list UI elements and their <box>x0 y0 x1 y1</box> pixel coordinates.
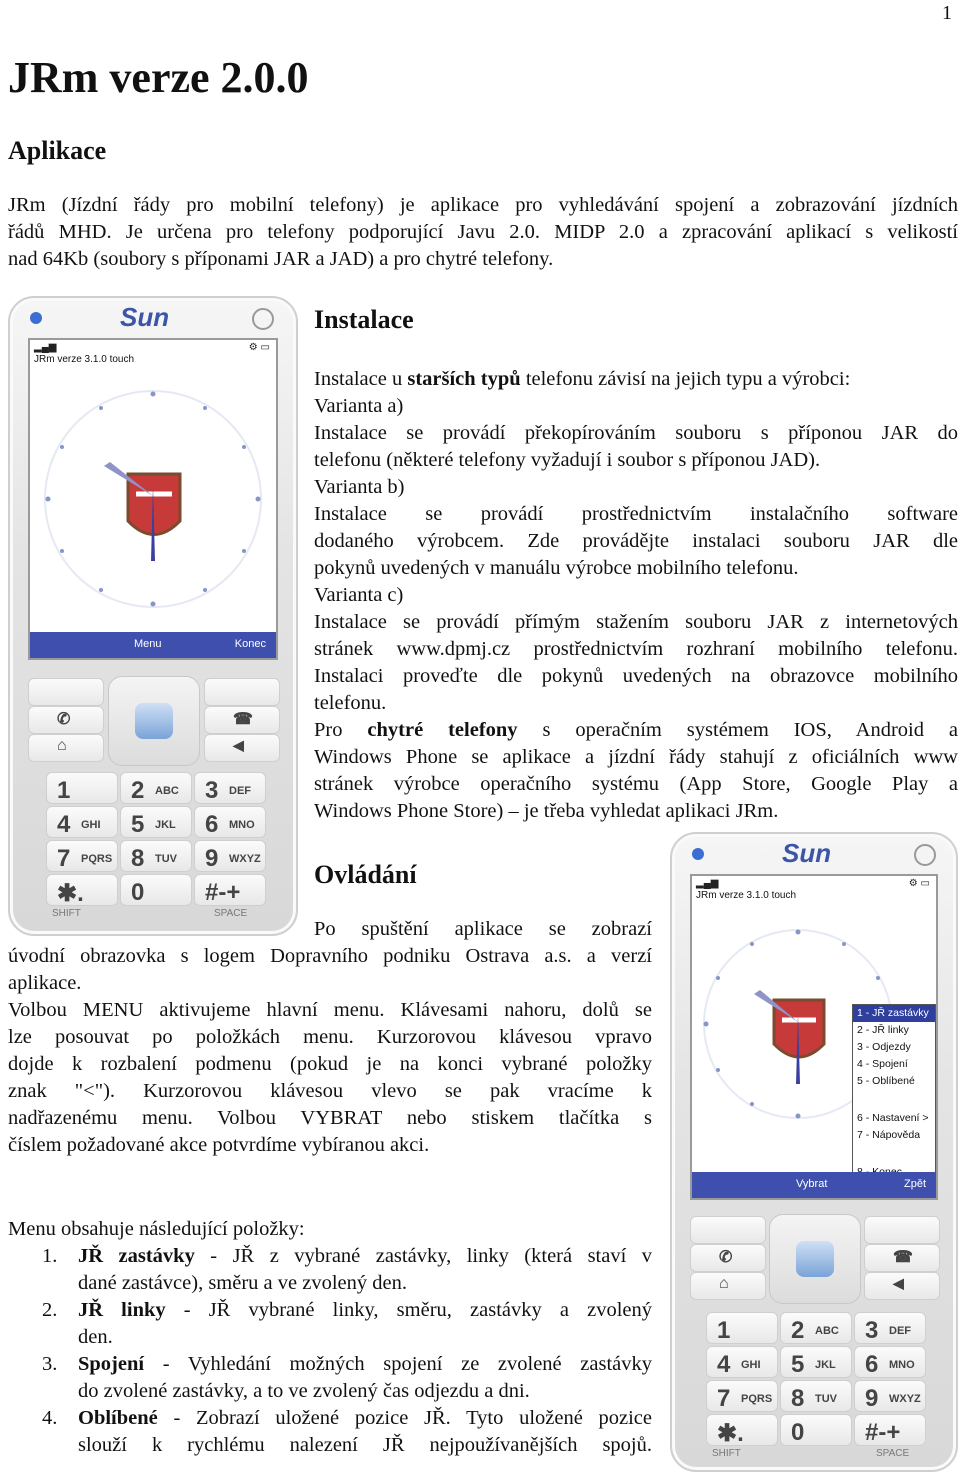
left-softkey-button[interactable] <box>690 1216 766 1244</box>
key-0[interactable]: 0 <box>120 874 192 906</box>
shift-label: SHIFT <box>712 1448 741 1459</box>
home-button[interactable] <box>28 734 104 762</box>
key-star[interactable]: ✱. <box>46 874 118 906</box>
key-3[interactable]: 3 DEF <box>194 772 266 804</box>
clock-logo <box>40 386 266 612</box>
home-button[interactable] <box>690 1272 766 1300</box>
control-line: Volbou MENU aktivujeme hlavní menu. Klávesami nahoru, dolů se <box>8 999 652 1021</box>
variant-c-line: Instalaci proveďte dle pokynů uvedených na obrazovce mobilního <box>314 665 958 687</box>
power-led-icon <box>30 312 42 324</box>
key-3[interactable]: 3 DEF <box>854 1312 926 1344</box>
phone-icon: ✆ <box>719 1249 733 1266</box>
key-7[interactable]: 7 PQRS <box>706 1380 778 1412</box>
home-icon: ⌂ <box>719 1275 729 1292</box>
control-line: lze posouvat po položkách menu. Kurzorovou klávesou vpravo <box>8 1026 652 1048</box>
key-9[interactable]: 9 WXYZ <box>854 1380 926 1412</box>
list-item: 1. JŘ zastávky - JŘ z vybrané zastávky, linky (která staví v dané zastávce), směru a ve zvolený den. <box>42 1245 652 1294</box>
space-label: SPACE <box>214 908 248 919</box>
signal-icon: ▂▄▆ <box>34 342 57 353</box>
shift-label: SHIFT <box>52 908 81 919</box>
call-button[interactable] <box>690 1244 766 1272</box>
key-hash[interactable]: #-+ <box>854 1414 926 1446</box>
menu-item-odjezdy[interactable]: 3 - Odjezdy <box>857 1041 911 1053</box>
back-button[interactable] <box>204 734 280 762</box>
control-line: dojde k rozbalení podmenu (pokud je na konci vybrané položky <box>8 1053 652 1075</box>
key-hash[interactable]: #-+ <box>194 874 266 906</box>
app-line: řádů MHD. Je určena pro telefony podporující Javu 2.0. MIDP 2.0 a zpracování aplikací s velikostí <box>8 221 958 243</box>
call-button[interactable] <box>28 706 104 734</box>
heading-instalace: Instalace <box>314 305 414 334</box>
phone-screen <box>690 874 938 1200</box>
control-paragraph <box>8 943 652 1159</box>
soft-key-bar <box>692 1172 936 1198</box>
variant-a-line: Instalace se provádí překopírováním souboru s příponou JAR do <box>314 422 958 444</box>
soft-key-menu[interactable]: Menu <box>134 638 162 650</box>
left-softkey-button[interactable] <box>28 678 104 706</box>
back-icon: ◀ <box>893 1275 904 1291</box>
control-line: číslem požadované akce potvrdíme vybíranou akci. <box>8 1134 430 1156</box>
dpad[interactable] <box>769 1214 861 1304</box>
power-button-icon <box>914 844 936 866</box>
key-1[interactable]: 1 <box>46 772 118 804</box>
heading-aplikace: Aplikace <box>8 136 107 165</box>
phone-illustration-splash <box>8 296 298 936</box>
dpad-center[interactable] <box>135 703 173 739</box>
key-2[interactable]: 2 ABC <box>120 772 192 804</box>
variant-b-line: pokynů uvedených v manuálu výrobce mobilního telefonu. <box>314 557 799 579</box>
power-led-icon <box>692 848 704 860</box>
list-item: 2. JŘ linky - JŘ vybrané linky, směru, zastávky a zvolený den. <box>42 1299 652 1348</box>
hangup-icon: ☎ <box>233 711 253 728</box>
hangup-icon: ☎ <box>893 1249 913 1266</box>
sun-logo: Sun <box>782 838 832 868</box>
menu-spacer <box>853 1144 935 1164</box>
variant-a-label: Varianta a) <box>314 395 404 417</box>
soft-key-zpet[interactable]: Zpět <box>903 1178 926 1190</box>
variant-c-line: telefonu. <box>314 692 387 714</box>
menu-item-oblibene[interactable]: 5 - Oblíbené <box>857 1075 915 1087</box>
end-call-button[interactable] <box>864 1244 940 1272</box>
control-line: aplikace. <box>8 972 82 994</box>
menu-item-jr-linky[interactable]: 2 - JŘ linky <box>857 1024 909 1036</box>
variant-b-line: dodaného výrobcem. Zde provádějte instalaci souboru JAR dle <box>314 530 958 552</box>
battery-icon: ⚙ ▭ <box>248 342 270 353</box>
smart-line: Windows Phone Store) – je třeba vyhledat aplikaci JRm. <box>314 800 779 822</box>
app-paragraph <box>8 192 958 273</box>
heading-ovladani: Ovládání <box>314 860 417 889</box>
variant-c-label: Varianta c) <box>314 584 404 606</box>
document-title: JRm verze 2.0.0 <box>8 53 309 102</box>
key-5[interactable]: 5 JKL <box>120 806 192 838</box>
smart-line: Windows Phone se aplikace a jízdní řády stahují z oficiálních www <box>314 746 958 768</box>
signal-icon: ▂▄▆ <box>696 878 719 889</box>
variant-a-line: telefonu (některé telefony vyžadují i soubor s příponou JAD). <box>314 449 821 471</box>
phone-screen <box>28 338 278 660</box>
page-number: 1 <box>942 2 952 24</box>
phone-icon: ✆ <box>57 711 71 728</box>
install-intro: Instalace u starších typů telefonu závisí na jejich typu a výrobci: <box>314 368 851 390</box>
control-line: úvodní obrazovka s logem Dopravního podniku Ostrava a.s. a verzí <box>8 945 652 967</box>
phone-illustration-menu <box>670 832 958 1472</box>
menu-item-spojeni[interactable]: 4 - Spojení <box>857 1058 908 1070</box>
key-star[interactable]: ✱. <box>706 1414 778 1446</box>
menu-intro: Menu obsahuje následující položky: <box>8 1218 305 1240</box>
back-icon: ◀ <box>233 737 244 753</box>
install-paragraph <box>314 366 958 825</box>
key-5[interactable]: 5 JKL <box>780 1346 852 1378</box>
sun-logo: Sun <box>120 302 170 332</box>
app-title: JRm verze 3.1.0 touch <box>34 354 135 365</box>
list-item: 4. Oblíbené - Zobrazí uložené pozice JŘ. Tyto uložené pozice slouží k rychlému nalezení JŘ nejpoužívanějších spojů. <box>42 1407 652 1456</box>
variant-c-line: Instalace se provádí přímým stažením souboru JAR z internetových <box>314 611 958 633</box>
menu-item-nastaveni[interactable]: 6 - Nastavení > <box>857 1112 929 1124</box>
variant-b-label: Varianta b) <box>314 476 405 498</box>
soft-key-konec[interactable]: Konec <box>234 638 266 650</box>
key-8[interactable]: 8 TUV <box>780 1380 852 1412</box>
control-line: nadřazenému menu. Volbou VYBRAT nebo stiskem tlačítka s <box>8 1107 652 1129</box>
menu-item-jr-zastavky[interactable]: 1 - JŘ zastávky <box>853 1005 935 1022</box>
key-4[interactable]: 4 GHI <box>46 806 118 838</box>
key-4[interactable]: 4 GHI <box>706 1346 778 1378</box>
control-line: znak "<"). Kurzorovou klávesou vlevo se pak vracíme k <box>8 1080 652 1102</box>
key-2[interactable]: 2 ABC <box>780 1312 852 1344</box>
menu-items-list <box>8 1243 652 1459</box>
back-button[interactable] <box>864 1272 940 1300</box>
key-1[interactable]: 1 <box>706 1312 778 1344</box>
key-6[interactable]: 6 MNO <box>194 806 266 838</box>
control-line-first: Po spuštění aplikace se zobrazí <box>314 918 652 940</box>
space-label: SPACE <box>876 1448 910 1459</box>
key-9[interactable]: 9 WXYZ <box>194 840 266 872</box>
soft-key-bar <box>30 632 276 658</box>
right-softkey-button[interactable] <box>864 1216 940 1244</box>
key-8[interactable]: 8 TUV <box>120 840 192 872</box>
end-call-button[interactable] <box>204 706 280 734</box>
list-item: 3. Spojení - Vyhledání možných spojení ze zvolené zastávky do zvolené zastávky, a to ve zvolený čas odjezdu a dni. <box>42 1353 652 1402</box>
key-7[interactable]: 7 PQRS <box>46 840 118 872</box>
variant-c-line: stránek www.dpmj.cz prostřednictvím rozhraní mobilního telefonu. <box>314 638 958 660</box>
app-line: JRm (Jízdní řády pro mobilní telefony) je aplikace pro vyhledávání spojení a zobrazování jízdních <box>8 194 958 216</box>
key-0[interactable]: 0 <box>780 1414 852 1446</box>
main-menu[interactable] <box>852 1004 936 1182</box>
app-line: nad 64Kb (soubory s příponami JAR a JAD) a pro chytré telefony. <box>8 248 554 270</box>
soft-key-vybrat[interactable]: Vybrat <box>796 1178 828 1190</box>
key-6[interactable]: 6 MNO <box>854 1346 926 1378</box>
home-icon: ⌂ <box>57 737 67 754</box>
smart-intro: Pro chytré telefony s operačním systémem IOS, Android a <box>314 719 958 741</box>
battery-icon: ⚙ ▭ <box>908 878 930 889</box>
variant-b-line: Instalace se provádí prostřednictvím instalačního software <box>314 503 958 525</box>
menu-item-napoveda[interactable]: 7 - Nápověda <box>857 1129 921 1141</box>
menu-spacer <box>853 1090 935 1110</box>
app-title: JRm verze 3.1.0 touch <box>696 890 797 901</box>
smart-line: stránek výrobce operačního systému (App Store, Google Play a <box>314 773 958 795</box>
power-button-icon <box>252 308 274 330</box>
right-softkey-button[interactable] <box>204 678 280 706</box>
dpad-center[interactable] <box>796 1241 834 1277</box>
dpad[interactable] <box>108 676 200 766</box>
